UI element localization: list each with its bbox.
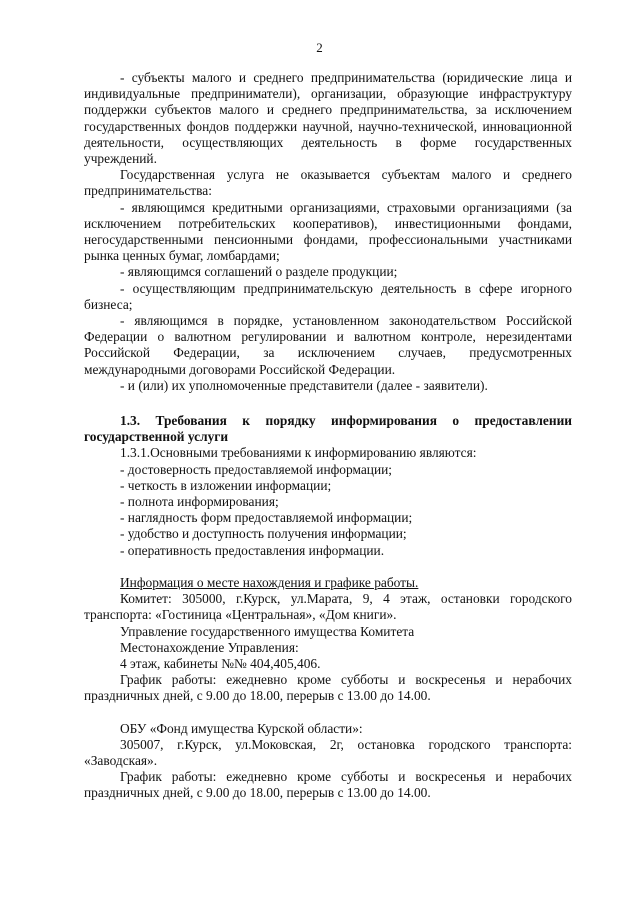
page-number: 2 bbox=[316, 40, 323, 55]
paragraph-representatives: - и (или) их уполномоченные представители (далее - заявители). bbox=[120, 377, 488, 393]
document-body bbox=[84, 70, 572, 802]
paragraph-gambling: - осуществляющим предпринимательскую деятельность в сфере игорного бизнеса; bbox=[84, 280, 572, 312]
info-heading bbox=[84, 575, 572, 591]
schedule-committee: График работы: ежедневно кроме субботы и воскресенья и нерабочих праздничных дней, с 9.00 до 18.00, перерыв с 13.00 до 14.00. bbox=[84, 672, 572, 704]
paragraph-credit-orgs: - являющимся кредитными организациями, страховыми организациями (за исключением потребительских кооперативов), инвестиционными фондами, негосударственными пенсионными фондами, профессиональными участниками рынка ценных бумаг, ломбардами; bbox=[84, 199, 572, 264]
requirement-item: - достоверность предоставляемой информации; bbox=[120, 461, 393, 477]
requirement-item: - наглядность форм предоставляемой информации; bbox=[120, 510, 413, 526]
schedule-fund: График работы: ежедневно кроме субботы и воскресенья и нерабочих праздничных дней, с 9.00 до 18.00, перерыв с 13.00 до 14.00. bbox=[84, 769, 572, 801]
department-name: Управление государственного имущества Комитета bbox=[120, 623, 415, 639]
paragraph-production-sharing: - являющимся соглашений о разделе продукции; bbox=[120, 264, 398, 280]
requirement-item: - удобство и доступность получения информации; bbox=[120, 526, 407, 542]
department-rooms: 4 этаж, кабинеты №№ 404,405,406. bbox=[120, 655, 321, 671]
department-location-label: Местонахождение Управления: bbox=[120, 639, 299, 655]
fund-name: ОБУ «Фонд имущества Курской области»: bbox=[120, 720, 363, 736]
committee-address: Комитет: 305000, г.Курск, ул.Марата, 9, 4 этаж, остановки городского транспорта: «Гостиница «Центральная», «Дом книги». bbox=[84, 591, 572, 623]
section-heading: 1.3. Требования к порядку информирования о предоставлении государственной услуги bbox=[84, 413, 572, 445]
fund-address: 305007, г.Курск, ул.Моковская, 2г, остановка городского транспорта: «Заводская». bbox=[84, 736, 572, 768]
requirement-item: - четкость в изложении информации; bbox=[120, 477, 332, 493]
info-heading-text: Информация о месте нахождения и графике работы. bbox=[120, 574, 419, 590]
paragraph-not-provided: Государственная услуга не оказывается субъектам малого и среднего предпринимательства: bbox=[84, 167, 572, 199]
paragraph-nonresidents: - являющимся в порядке, установленном законодательством Российской Федерации о валютном регулировании и валютном контроле, нерезидентами Российской Федерации, за исключением случаев, предусмотренных международными договорами Российской Федерации. bbox=[84, 313, 572, 377]
paragraph-subjects: - субъекты малого и среднего предпринимательства (юридические лица и индивидуальные предприниматели), организации, образующие инфраструктуру поддержки субъектов малого и среднего предпринимательства, за исключением государственных фондов поддержки научной, научно-технической, инновационной деятельности, осуществляющих деятельность в форме государственных учреждений. bbox=[84, 70, 572, 167]
requirement-item: - оперативность предоставления информации. bbox=[120, 542, 385, 558]
requirement-item: - полнота информирования; bbox=[120, 494, 279, 510]
requirements-intro: 1.3.1.Основными требованиями к информированию являются: bbox=[120, 445, 477, 461]
